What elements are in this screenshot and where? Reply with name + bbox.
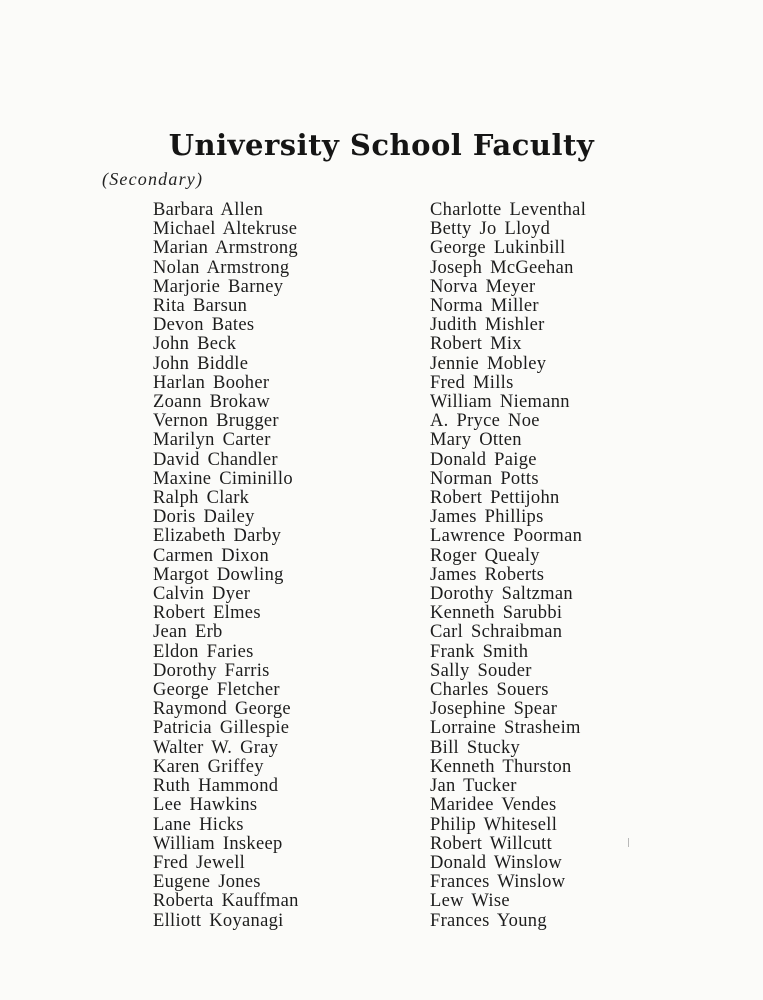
faculty-name: George Lukinbill: [430, 238, 566, 259]
faculty-name: Norman Potts: [430, 468, 539, 489]
faculty-name: Roger Quealy: [430, 545, 540, 566]
faculty-name: Calvin Dyer: [153, 584, 251, 605]
faculty-name: Fred Jewell: [153, 852, 246, 873]
faculty-name: Lorraine Strasheim: [430, 718, 581, 739]
faculty-name: Norva Meyer: [430, 276, 536, 297]
faculty-name: Fred Mills: [430, 372, 514, 393]
faculty-name: A. Pryce Noe: [430, 411, 540, 432]
faculty-name: Carl Schraibman: [430, 622, 563, 643]
faculty-name: Frances Winslow: [430, 872, 566, 893]
faculty-name: Bill Stucky: [430, 737, 521, 758]
faculty-name: Harlan Booher: [153, 372, 270, 393]
faculty-name: Robert Mix: [430, 334, 522, 355]
faculty-name: Vernon Brugger: [153, 411, 279, 432]
faculty-name: Patricia Gillespie: [153, 718, 290, 739]
faculty-list-right: [430, 201, 586, 931]
faculty-list-left: [153, 201, 299, 931]
faculty-name: Zoann Brokaw: [153, 392, 271, 413]
faculty-name: Robert Willcutt: [430, 833, 553, 854]
faculty-name: Lawrence Poorman: [430, 526, 583, 547]
faculty-name: Eldon Faries: [153, 641, 254, 662]
faculty-name: Donald Winslow: [430, 852, 563, 873]
faculty-name: Kenneth Sarubbi: [430, 603, 563, 624]
section-subtitle: (Secondary): [102, 169, 204, 189]
faculty-name: Jennie Mobley: [430, 353, 547, 374]
faculty-name: Rita Barsun: [153, 296, 248, 317]
faculty-name: Robert Elmes: [153, 603, 261, 624]
faculty-name: Karen Griffey: [153, 756, 264, 777]
faculty-name: Ralph Clark: [153, 488, 250, 509]
faculty-name: Lew Wise: [430, 891, 510, 912]
faculty-name: Nolan Armstrong: [153, 257, 290, 278]
faculty-name: David Chandler: [153, 449, 278, 470]
faculty-name: Barbara Allen: [153, 200, 264, 220]
faculty-name: Sally Souder: [430, 660, 532, 681]
faculty-name: Walter W. Gray: [153, 737, 279, 758]
faculty-name: Jan Tucker: [430, 776, 517, 797]
faculty-name: Roberta Kauffman: [153, 891, 299, 912]
faculty-name: Marian Armstrong: [153, 238, 298, 259]
faculty-name: James Phillips: [430, 507, 544, 528]
faculty-name: James Roberts: [430, 564, 545, 585]
faculty-name: Charles Souers: [430, 680, 549, 701]
faculty-name: Maxine Ciminillo: [153, 468, 293, 489]
faculty-name: Donald Paige: [430, 449, 537, 470]
faculty-name: Michael Altekruse: [153, 219, 298, 240]
faculty-name: Joseph McGeehan: [430, 257, 574, 278]
faculty-name: Margot Dowling: [153, 564, 284, 585]
faculty-name: Eugene Jones: [153, 872, 261, 893]
faculty-name: John Beck: [153, 334, 237, 355]
faculty-name: William Niemann: [430, 392, 570, 413]
faculty-name: Maridee Vendes: [430, 795, 557, 816]
faculty-name: Marilyn Carter: [153, 430, 271, 451]
faculty-name: Judith Mishler: [430, 315, 545, 336]
page-speck: [628, 838, 629, 847]
faculty-name: Dorothy Saltzman: [430, 584, 573, 605]
faculty-name: Carmen Dixon: [153, 545, 270, 566]
faculty-name: John Biddle: [153, 353, 249, 374]
faculty-name: Raymond George: [153, 699, 291, 720]
faculty-name: Jean Erb: [153, 622, 223, 643]
faculty-name: Dorothy Farris: [153, 660, 270, 681]
faculty-name: Frank Smith: [430, 641, 529, 662]
faculty-name: Norma Miller: [430, 296, 539, 317]
faculty-name: Lane Hicks: [153, 814, 244, 835]
faculty-name: Doris Dailey: [153, 507, 255, 528]
faculty-name: Mary Otten: [430, 430, 522, 451]
faculty-name: Lee Hawkins: [153, 795, 258, 816]
faculty-name: William Inskeep: [153, 833, 283, 854]
faculty-name: Kenneth Thurston: [430, 756, 572, 777]
faculty-name: Josephine Spear: [430, 699, 558, 720]
faculty-name: Philip Whitesell: [430, 814, 558, 835]
faculty-name: Devon Bates: [153, 315, 255, 336]
faculty-name: Marjorie Barney: [153, 276, 284, 297]
faculty-name: Frances Young: [430, 910, 547, 931]
faculty-name: Elliott Koyanagi: [153, 910, 284, 931]
faculty-name: Elizabeth Darby: [153, 526, 282, 547]
faculty-name: Robert Pettijohn: [430, 488, 560, 509]
faculty-name: Charlotte Leventhal: [430, 200, 587, 220]
page-title: University School Faculty: [168, 128, 595, 162]
faculty-name: Ruth Hammond: [153, 776, 279, 797]
faculty-name: George Fletcher: [153, 680, 280, 701]
faculty-name: Betty Jo Lloyd: [430, 219, 551, 240]
